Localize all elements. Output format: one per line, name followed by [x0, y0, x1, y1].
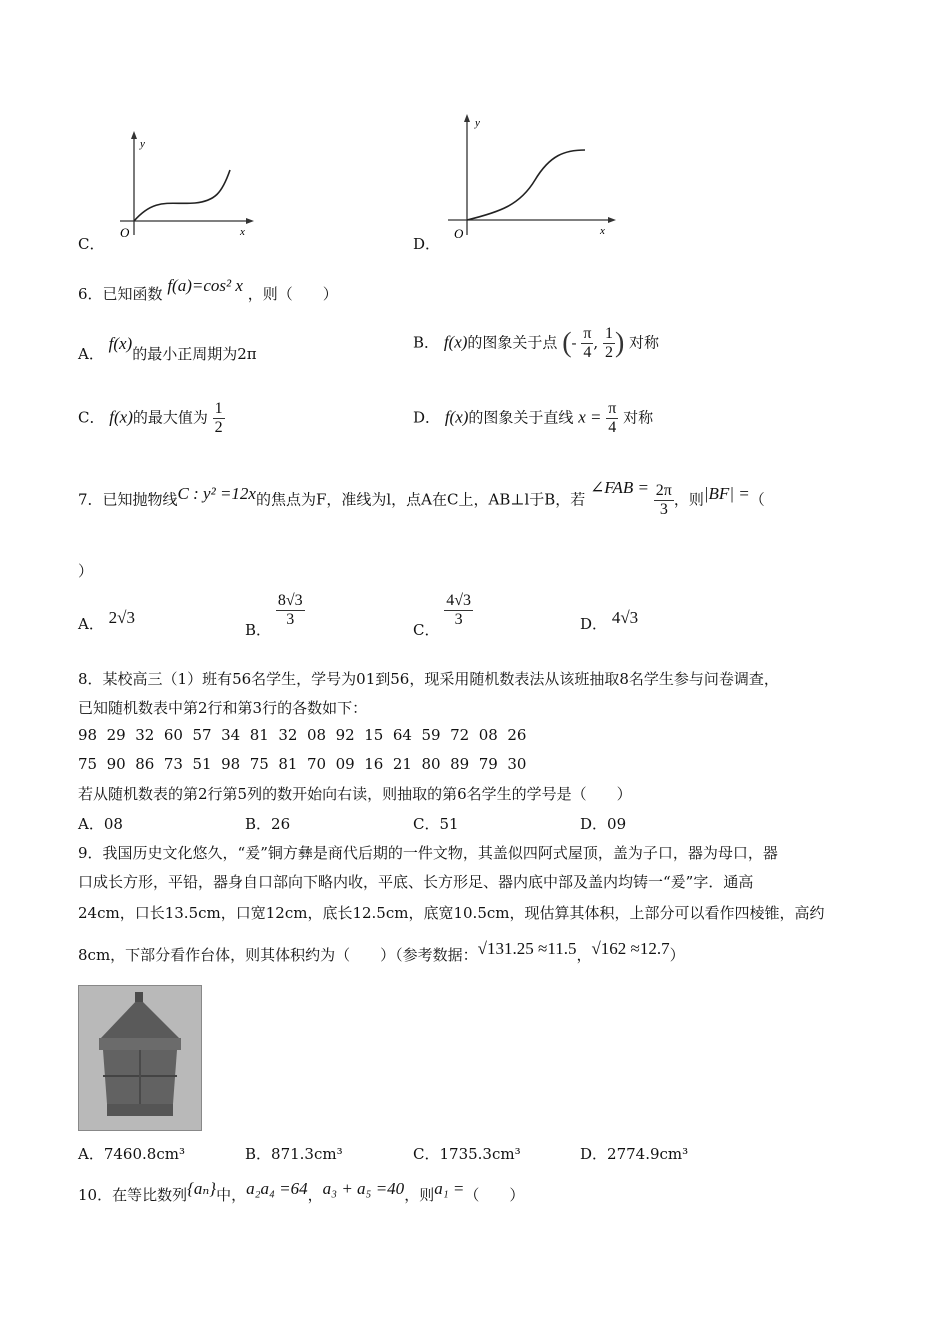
q7-c-label: C．: [413, 620, 440, 639]
q6-b-minus: -: [571, 335, 577, 352]
q10-mid-2: ，则: [404, 1186, 435, 1204]
q10-prefix: 10．在等比数列: [78, 1186, 188, 1204]
q7-b-frac: $\frac{8√3}{3}$: [277, 592, 303, 628]
q10-sep: ，: [307, 1186, 323, 1204]
q10-sequence: {aₙ}: [187, 1179, 217, 1198]
q7-option-c: [413, 592, 473, 639]
q9-line-4-close: ）: [669, 946, 685, 964]
q7-b-label: B．: [245, 620, 272, 639]
q9-line-4: [78, 939, 685, 965]
q6-d-text: 的图象关于直线: [468, 408, 574, 427]
q6-option-d: [413, 400, 653, 437]
q7-d-value: 4√3: [611, 608, 639, 627]
q7-a-label: A．: [78, 615, 104, 633]
q6-a-fx: f(x): [108, 334, 133, 353]
q8-line-3: 若从随机数表的第2行第5列的数开始向右读，则抽取的第6名学生的学号是（ ）: [78, 785, 632, 803]
q9-line-1: 9．我国历史文化悠久，“爰”铜方彝是商代后期的一件文物，其盖似四阿式屋顶，盖为子口，器为母口，器: [78, 844, 778, 862]
q10-mid-1: 中，: [216, 1186, 247, 1204]
graph-d-label: D．: [413, 235, 441, 253]
q7-c-frac: $\frac{4√3}{3}$: [446, 592, 472, 628]
q8-option-a: A．08: [78, 815, 123, 833]
q6-b-fx: f(x): [443, 332, 468, 352]
q6-d-x: x =: [578, 407, 602, 427]
q6-b-text: 的图象关于点: [467, 333, 558, 352]
q6-a-text: 的最小正周期为2π: [132, 345, 257, 363]
graph-d-origin: O: [454, 226, 464, 241]
q7-option-b: [245, 592, 305, 639]
q9-ref-2: √162 ≈12.7: [591, 939, 670, 958]
q6-b-label: B．: [413, 333, 440, 352]
q9-option-d: D．2774.9cm³: [580, 1145, 689, 1163]
q6-a-label: A．: [78, 345, 104, 363]
graph-d-ylabel: y: [475, 117, 480, 129]
q10-condition-1: a₂a₄ =64: [246, 1179, 308, 1198]
q10-paren: （ ）: [464, 1186, 525, 1204]
q7-bf: |BF| =: [703, 483, 750, 503]
q7-option-d: [580, 608, 639, 634]
q6-b-frac-y: $\frac{1}{2}$: [604, 325, 613, 361]
graph-c-ylabel: y: [140, 138, 145, 150]
q7-parabola: C : y² =12x: [177, 483, 256, 503]
q6-d-label: D．: [413, 408, 441, 427]
q6-d-text-post: 对称: [623, 408, 654, 427]
q9-ref-sep: ，: [576, 946, 592, 964]
q9-line-2: 口成长方形，平铅，器身自口部向下略内收，平底、长方形足、器内底中部及盖内均铸一“爰”字．通高: [78, 873, 754, 891]
bronze-vessel-photo: [78, 985, 202, 1131]
q7-paren-open: （: [749, 490, 765, 509]
q8-random-row-2: 98 29 32 60 57 34 81 32 08 92 15 64 59 72 08 26: [78, 726, 527, 744]
q7-option-a: [78, 608, 135, 634]
q6-b-frac-x: $\frac{\pi}{4}$: [583, 325, 592, 361]
graph-d: [440, 110, 620, 250]
q8-option-c: C．51: [413, 815, 459, 833]
q6-stem: [78, 276, 338, 304]
q9-option-a: A．7460.8cm³: [78, 1145, 185, 1163]
q7-stem: [78, 477, 765, 519]
q6-prefix: 6．已知函数: [78, 285, 163, 303]
q6-b-text-post: 对称: [629, 333, 660, 352]
q9-ref-1: √131.25 ≈11.5: [477, 939, 577, 958]
graph-c: [100, 125, 270, 250]
q6-suffix: ，则（ ）: [247, 285, 338, 303]
q6-function: f(a)=cos² x: [167, 276, 243, 295]
graph-c-label: C．: [78, 235, 105, 253]
q7-prefix: 7．已知抛物线: [78, 490, 178, 509]
q9-line-3: 24cm，口长13.5cm，口宽12cm，底长12.5cm，底宽10.5cm，现估算其体积，上部分可以看作四棱锥，高约: [78, 904, 825, 922]
q8-random-row-3: 75 90 86 73 51 98 75 81 70 09 16 21 80 89 79 30: [78, 755, 527, 773]
q8-line-1: 8．某校高三（1）班有56名学生，学号为01到56，现采用随机数表法从该班抽取8名学生参与问卷调查，: [78, 670, 779, 688]
q6-option-c: [78, 400, 225, 437]
q6-c-frac: $\frac{1}{2}$: [214, 400, 223, 436]
q6-d-fx: f(x): [444, 407, 469, 427]
q10-stem: [78, 1179, 525, 1205]
q8-option-b: B．26: [245, 815, 291, 833]
q6-c-text: 的最大值为: [132, 408, 208, 427]
q7-a-value: 2√3: [108, 608, 135, 627]
q9-line-4-text: 8cm，下部分看作台体，则其体积约为（ ）（参考数据：: [78, 946, 478, 964]
graph-c-xlabel: x: [240, 226, 245, 238]
q7-d-label: D．: [580, 615, 608, 633]
q7-then: ，则: [673, 490, 704, 509]
q7-paren-close: ）: [78, 562, 94, 580]
q7-mid: 的焦点为F，准线为l，点A在C上，AB⊥l于B，若: [255, 490, 586, 509]
q8-option-d: D．09: [580, 815, 627, 833]
q9-option-c: C．1735.3cm³: [413, 1145, 521, 1163]
q9-option-b: B．871.3cm³: [245, 1145, 343, 1163]
q6-c-label: C．: [78, 408, 105, 427]
q7-angle: ∠FAB =: [590, 477, 649, 497]
q10-condition-2: a₃ + a₅ =40: [322, 1179, 405, 1198]
q6-option-b: B． f(x)的图象关于点 (- $\frac{\pi}{4}$ , $\frac{1}{2}$ ) 对称: [413, 325, 660, 361]
q6-d-frac: $\frac{\pi}{4}$: [608, 400, 617, 436]
graph-d-xlabel: x: [600, 225, 605, 237]
graph-c-origin: O: [120, 225, 130, 240]
q10-ask: a₁ =: [434, 1179, 465, 1198]
q7-angle-frac: $\frac{2\pi}{3}$: [655, 482, 672, 518]
q8-line-2: 已知随机数表中第2行和第3行的各数如下：: [78, 699, 368, 717]
q6-c-fx: f(x): [109, 407, 133, 427]
q6-option-a: [78, 334, 257, 364]
